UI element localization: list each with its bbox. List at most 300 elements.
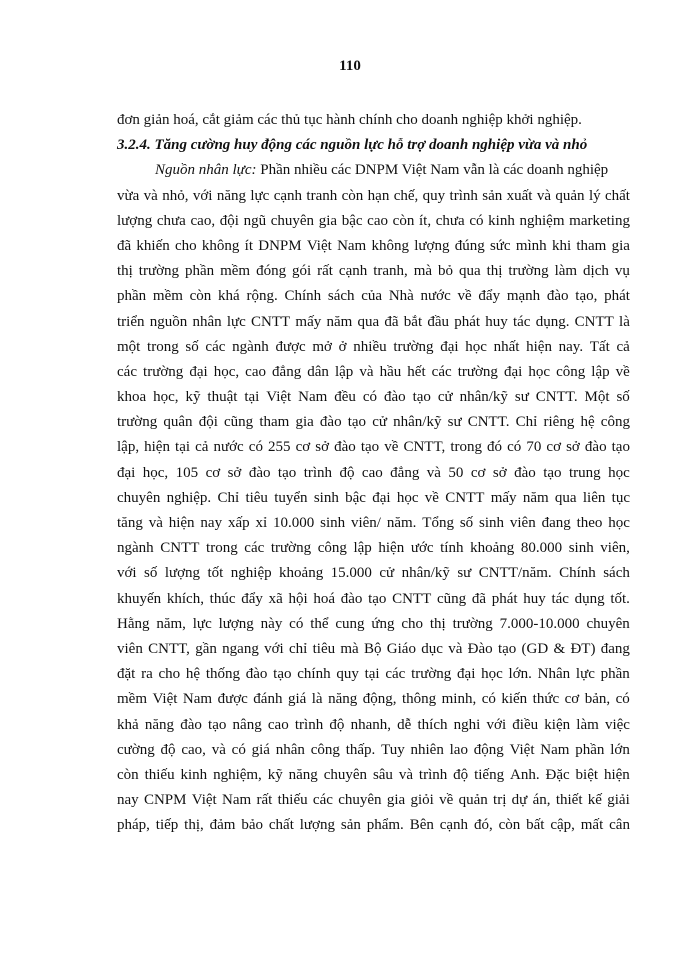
word: bắt: [403, 313, 423, 330]
word: lượng: [414, 237, 450, 254]
word: Đặc: [545, 766, 570, 783]
word: sách: [327, 288, 355, 305]
word: độ: [160, 741, 176, 758]
paragraph-line: [117, 511, 630, 536]
word: nhân/kỹ: [459, 389, 508, 406]
word: CNPM: [143, 792, 187, 809]
word: cơ: [295, 439, 311, 456]
word: nâng: [232, 716, 262, 733]
word: năng: [144, 716, 175, 733]
word: thức: [532, 691, 560, 708]
word: 10.000: [273, 515, 315, 531]
word: kỹ: [185, 389, 201, 406]
section-heading: 3.2.4. Tăng cường huy động các nguồn lực hỗ trợ doanh nghiệp vừa và nhỏ: [117, 137, 588, 154]
word: nghiệp: [230, 565, 272, 582]
word: hiện: [603, 766, 630, 783]
word: tham: [576, 237, 607, 254]
word: bậc: [345, 489, 366, 506]
word: riêng: [543, 414, 575, 431]
word: năng: [328, 691, 358, 708]
word: lượng: [218, 615, 254, 632]
word: các: [244, 540, 265, 557]
word: đang: [541, 515, 571, 531]
word: thông: [401, 691, 437, 708]
word: tạo: [611, 439, 630, 456]
word: Đào: [467, 640, 493, 657]
word: khá: [218, 288, 240, 305]
word: độ: [339, 464, 355, 481]
word: tăng: [117, 515, 143, 531]
word: gia: [386, 792, 406, 809]
word: nay: [117, 792, 139, 809]
word: học: [608, 515, 630, 531]
word: biệt: [575, 766, 599, 783]
word: kinh: [180, 766, 208, 783]
word: lượng: [117, 212, 153, 229]
word: ước: [410, 540, 434, 557]
word: mất: [580, 817, 604, 834]
body-text: [117, 108, 630, 838]
word: khoảng: [279, 565, 324, 582]
word: cho: [401, 615, 424, 632]
word: dễ: [397, 716, 412, 733]
word: bảo: [241, 817, 264, 834]
word: nhanh,: [350, 716, 391, 733]
word: về: [424, 489, 439, 506]
word: hiện: [378, 540, 405, 557]
word: đẳng: [272, 363, 302, 380]
word: theo: [576, 515, 603, 531]
word: cơ: [564, 691, 580, 708]
word: đó: [487, 439, 503, 456]
word: DNPM: [258, 237, 302, 254]
word: trường: [270, 540, 312, 557]
word: đã: [384, 313, 399, 330]
word: cập,: [550, 817, 575, 834]
word: trường: [457, 363, 498, 380]
word: tốt.: [610, 590, 630, 607]
word: đào: [245, 666, 268, 683]
word: trường: [117, 414, 158, 431]
word: nhiều: [353, 338, 387, 355]
word: đào: [546, 288, 569, 305]
word: trình: [294, 716, 324, 733]
word: cao: [267, 716, 289, 733]
word: chuyên: [117, 489, 161, 506]
word: tạo: [543, 464, 562, 481]
word: giải: [607, 792, 630, 809]
word: đại: [457, 666, 476, 683]
word: Việt: [306, 237, 332, 254]
word: năng: [288, 766, 318, 783]
word: tạo: [368, 590, 387, 607]
word: trung: [568, 464, 601, 481]
word: 70: [526, 439, 542, 456]
word: tạo: [208, 716, 227, 733]
word: và: [143, 187, 158, 204]
word: sách: [603, 565, 630, 582]
word: nghiệm: [519, 212, 565, 229]
word: tại: [175, 439, 191, 456]
word: cho: [158, 666, 181, 683]
word: cường: [117, 741, 155, 758]
word: trị: [493, 792, 507, 809]
word: nghiệp.: [166, 489, 212, 506]
word: năm: [326, 313, 353, 330]
word: tác: [551, 590, 569, 607]
word: tham: [259, 414, 290, 431]
word: Bộ: [364, 640, 382, 657]
word: số: [616, 389, 630, 406]
word: ngũ: [243, 212, 267, 229]
word: vừa: [117, 187, 140, 204]
word: dự: [511, 792, 528, 809]
word: năng: [216, 187, 246, 204]
word: đều: [334, 389, 356, 406]
word: Hằng: [117, 615, 150, 632]
word: tạo: [360, 439, 380, 456]
word: đại: [503, 363, 523, 380]
word: quy: [336, 666, 359, 683]
word: xã: [268, 590, 283, 607]
word: Anh.: [509, 766, 540, 783]
word: thị,: [184, 817, 204, 834]
word: gần: [195, 640, 217, 657]
word: vụ: [614, 263, 630, 280]
word: chỉ: [289, 640, 308, 657]
word: học: [528, 363, 551, 380]
word: kiện: [544, 716, 571, 733]
word: tục: [611, 489, 630, 506]
word: nhân: [192, 313, 222, 330]
word: quân: [163, 414, 193, 431]
word: cạnh: [338, 263, 368, 280]
word: khuyến: [117, 590, 162, 607]
word: thiết: [555, 792, 583, 809]
word: Việt: [191, 792, 217, 809]
word: tạo: [412, 389, 431, 406]
word: lực: [575, 666, 595, 683]
word: thị: [486, 263, 503, 280]
word: cao: [367, 212, 388, 229]
word: cao: [361, 464, 383, 481]
word: cử: [379, 565, 395, 582]
word: học,: [153, 389, 179, 406]
word: cao: [245, 363, 266, 380]
word: đầu: [427, 313, 449, 330]
word: còn: [189, 288, 212, 305]
word: đóng: [256, 263, 287, 280]
word: đúng: [454, 237, 485, 254]
word: Chỉ: [217, 489, 240, 506]
word: trình: [303, 464, 333, 481]
paragraph-line: [117, 662, 630, 687]
word: giỏi: [410, 792, 434, 809]
word: công: [310, 741, 340, 758]
word: Bên: [409, 817, 434, 834]
word: CNTT.: [467, 414, 510, 431]
word: sinh: [479, 515, 505, 531]
word: ít,: [418, 212, 432, 229]
word: năm: [522, 489, 549, 506]
word: quy: [422, 187, 446, 204]
word: thấp.: [345, 741, 376, 758]
word: cử: [372, 414, 387, 431]
word: cân: [609, 817, 630, 834]
word: nhất: [493, 338, 520, 355]
word: Giáo: [386, 640, 416, 657]
paragraph-line: [117, 234, 630, 259]
word: dụng: [574, 590, 605, 607]
word: thị: [429, 615, 446, 632]
word: nghiệm,: [213, 766, 262, 783]
paragraph-line: [117, 360, 630, 385]
word: đào: [319, 414, 342, 431]
paragraph-line: [117, 713, 630, 738]
word: trường: [143, 363, 184, 380]
word: Tổng: [422, 515, 454, 531]
word: thiếu: [277, 792, 308, 809]
word: với: [192, 187, 213, 204]
word: động,: [362, 691, 397, 708]
word: tốt: [207, 565, 224, 582]
word: CNTT,: [148, 640, 190, 657]
word: lao: [449, 741, 468, 758]
word: huy: [485, 313, 508, 330]
word: đã: [117, 237, 132, 254]
word: của: [361, 288, 383, 305]
word: lực: [250, 187, 270, 204]
word: thiếu: [144, 766, 175, 783]
word: và: [426, 464, 441, 481]
word: mà: [413, 263, 433, 280]
word: có: [615, 691, 630, 708]
word: mềm: [220, 263, 251, 280]
word: các: [312, 792, 333, 809]
word: sinh: [313, 489, 339, 506]
word: gia: [295, 414, 314, 431]
word: cả: [195, 439, 209, 456]
word: với: [264, 640, 284, 657]
word: nghi: [453, 716, 481, 733]
page-number: 110: [339, 58, 361, 74]
word: kinh: [488, 212, 515, 229]
word: bản,: [584, 691, 611, 708]
word: CNTT: [574, 313, 614, 330]
word: này: [260, 615, 283, 632]
word: lớn.: [508, 666, 532, 683]
word: CNTT/năm.: [478, 565, 552, 582]
word: nhân/kỹ: [393, 414, 442, 431]
word: đào: [248, 464, 271, 481]
word: quản: [555, 187, 585, 204]
word: đảm: [209, 817, 236, 834]
word: về: [384, 439, 399, 456]
word: triển: [117, 313, 145, 330]
word: đại: [117, 464, 136, 481]
word: không: [201, 237, 240, 254]
word: sinh: [320, 515, 346, 531]
paragraph-line: [117, 536, 630, 561]
word: tạo: [277, 464, 297, 481]
word: đào: [514, 464, 536, 481]
word: 255: [268, 439, 291, 456]
word: dân: [307, 363, 329, 380]
word: chuyên: [338, 792, 382, 809]
paragraph-line: [117, 184, 630, 209]
word: gói: [292, 263, 312, 280]
word: học: [608, 464, 630, 481]
word: đại: [440, 338, 459, 355]
word: chính: [297, 666, 331, 683]
word: đó,: [473, 817, 493, 834]
word: công: [317, 540, 347, 557]
word: đội: [198, 414, 218, 431]
word: cũng: [224, 414, 254, 431]
word: đào: [334, 439, 356, 456]
word: cao,: [181, 741, 206, 758]
word: Nam: [222, 792, 252, 809]
paragraph-line: [117, 763, 630, 788]
word: mở: [312, 338, 332, 355]
word: chưa: [435, 212, 465, 229]
word: qua: [554, 489, 577, 506]
word: quản: [458, 792, 488, 809]
word: rộng.: [246, 288, 278, 305]
word: và: [398, 766, 414, 783]
word: ra: [141, 666, 153, 683]
word: Nam: [540, 741, 570, 758]
paragraph-line: [117, 284, 630, 309]
word: là: [311, 691, 323, 708]
word: trường: [508, 263, 549, 280]
word: và: [148, 515, 163, 531]
word: CNTT.: [535, 389, 578, 406]
word: 15.000: [330, 565, 372, 582]
word: sở: [566, 439, 580, 456]
paragraph-lines: [117, 184, 630, 839]
word: khiến: [136, 237, 170, 254]
word: thích: [417, 716, 448, 733]
paragraph-line: [117, 461, 630, 486]
word: bậc: [341, 212, 363, 229]
word: khả: [117, 716, 139, 733]
word: một: [117, 338, 141, 355]
word: lập: [353, 540, 372, 557]
word: học,: [142, 464, 169, 481]
word: sâu: [372, 766, 393, 783]
word: nước: [213, 439, 244, 456]
word: động: [473, 741, 504, 758]
word: hiện: [144, 439, 170, 456]
word: Chính: [559, 565, 596, 582]
word: tranh,: [373, 263, 408, 280]
word: trình: [449, 187, 478, 204]
word: đẩy: [478, 288, 501, 305]
word: số: [185, 338, 199, 355]
word: 50: [448, 464, 464, 481]
word: không: [371, 237, 409, 254]
word: với: [117, 565, 137, 582]
word: khoa: [117, 389, 147, 406]
word: tại: [244, 389, 260, 406]
word: nay: [200, 515, 223, 531]
word: trường: [411, 666, 452, 683]
word: ứng: [371, 615, 395, 632]
word: tiêu: [245, 489, 268, 506]
word: đã: [471, 590, 487, 607]
word: đẩy: [241, 590, 263, 607]
word: hạn: [367, 187, 390, 204]
word: là: [619, 313, 630, 330]
word: trường: [138, 263, 180, 280]
word: giá: [251, 741, 270, 758]
word: trong: [206, 540, 238, 557]
word: hoá: [313, 590, 335, 607]
word: với: [486, 716, 507, 733]
word: học: [465, 338, 487, 355]
word: học: [481, 666, 503, 683]
word: tạo: [273, 666, 292, 683]
word: hệ: [580, 414, 595, 431]
word: công: [556, 363, 586, 380]
word: qua: [357, 313, 380, 330]
word: sư: [514, 389, 529, 406]
paragraph-first-line: [117, 158, 630, 183]
word: đặt: [117, 666, 136, 683]
word: ĐT): [570, 640, 596, 657]
word: có: [248, 439, 263, 456]
word: học,: [213, 363, 240, 380]
word: còn: [392, 212, 415, 229]
word: (GD: [521, 640, 549, 657]
word: dịch: [583, 263, 609, 280]
word: phần: [575, 741, 605, 758]
word: lực: [226, 313, 246, 330]
word: nhân/kỹ: [401, 565, 450, 582]
paragraph-line: [117, 435, 630, 460]
paragraph-line: [117, 209, 630, 234]
word: huy: [523, 590, 546, 607]
paragraph-line: [117, 788, 630, 813]
word: hầu: [379, 363, 402, 380]
word: tại: [364, 666, 380, 683]
word: nay.: [558, 338, 584, 355]
word: mềm: [152, 288, 183, 305]
word: CNTT: [445, 489, 485, 506]
word: hệ: [185, 666, 201, 683]
word: cử: [437, 389, 453, 406]
paragraph-line: [117, 385, 630, 410]
word: bỏ: [438, 263, 454, 280]
word: viên/: [350, 515, 381, 531]
word: khi: [551, 237, 572, 254]
word: các: [205, 338, 226, 355]
word: phẩm.: [366, 817, 404, 834]
word: rất: [317, 263, 333, 280]
word: lập: [334, 363, 354, 380]
word: liên: [582, 489, 606, 506]
word: cũng: [436, 590, 467, 607]
word: có: [231, 741, 246, 758]
word: trường: [452, 615, 493, 632]
word: marketing: [569, 212, 630, 229]
word: có: [481, 691, 496, 708]
word: lý: [588, 187, 601, 204]
word: và: [211, 741, 226, 758]
word: Nhân: [537, 666, 571, 683]
word: chưa: [156, 212, 186, 229]
